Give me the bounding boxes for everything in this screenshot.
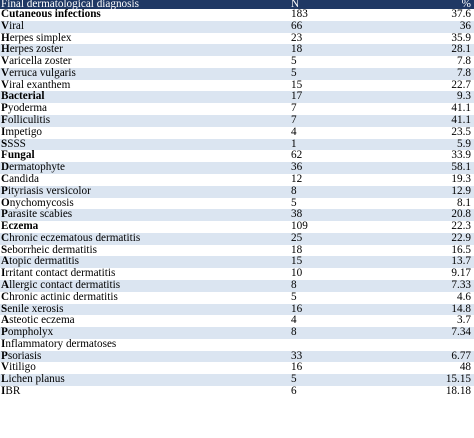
count-cell: 62 (291, 150, 303, 162)
percent-cell: 4.6 (457, 291, 471, 303)
table-row (0, 127, 474, 139)
diagnosis-cell: Verruca vulgaris (1, 67, 76, 79)
count-cell: 18 (291, 244, 303, 256)
count-cell: 15 (291, 79, 303, 91)
count-cell: 38 (291, 209, 303, 221)
table-row (0, 115, 474, 127)
percent-cell: 18.18 (445, 386, 471, 397)
diagnosis-cell: Irritant contact dermatitis (1, 268, 116, 280)
diagnosis-cell: Folliculitis (1, 115, 51, 127)
count-cell: 66 (291, 20, 303, 32)
diagnosis-cell: Inflammatory dermatoses (1, 338, 117, 350)
diagnosis-cell: Eczema (1, 221, 39, 233)
percent-cell: 22.7 (451, 79, 471, 91)
table-row (0, 198, 474, 210)
table-row (0, 44, 474, 56)
percent-cell: 58.1 (451, 162, 471, 174)
table-row (0, 351, 474, 363)
count-cell: 7 (291, 103, 297, 115)
table-row (0, 186, 474, 198)
percent-cell: 23.5 (451, 126, 471, 138)
count-cell: 5 (291, 197, 297, 209)
table-row (0, 139, 474, 151)
percent-cell: 7.33 (451, 279, 471, 291)
diagnosis-cell: Onychomycosis (1, 197, 74, 209)
diagnosis-cell: Seborrheic dermatitis (1, 244, 98, 256)
diagnosis-cell: Pompholyx (1, 327, 54, 339)
diagnosis-cell: Parasite scabies (1, 209, 73, 221)
header-n: N (291, 0, 300, 9)
percent-cell: 37.6 (451, 9, 471, 20)
diagnosis-cell: Dermatophyte (1, 162, 66, 174)
table-row (0, 374, 474, 386)
diagnosis-cell: SSSS (1, 138, 26, 150)
percent-cell: 9.3 (457, 91, 471, 103)
count-cell: 25 (291, 232, 303, 244)
percent-cell: 33.9 (451, 150, 471, 162)
table-row (0, 268, 474, 280)
count-cell: 8 (291, 279, 297, 291)
percent-cell: 12.9 (451, 185, 471, 197)
diagnosis-cell: IBR (1, 386, 21, 397)
header-diagnosis: Final dermatological diagnosis (1, 0, 139, 9)
diagnosis-cell: Cutaneous infections (1, 9, 101, 20)
count-cell: 16 (291, 303, 303, 315)
table-row (0, 221, 474, 233)
percent-cell: 48 (459, 362, 471, 374)
count-cell: 8 (291, 327, 297, 339)
table-row (0, 103, 474, 115)
diagnosis-cell: Candida (1, 173, 39, 185)
table-row (0, 233, 474, 245)
table-row (0, 280, 474, 292)
diagnosis-cell: Atopic dermatitis (1, 256, 79, 268)
percent-cell: 36 (459, 20, 471, 32)
table-row (0, 245, 474, 257)
percent-cell: 9.17 (451, 268, 471, 280)
table-row (0, 68, 474, 80)
diagnosis-cell: Herpes simplex (1, 32, 72, 44)
percent-cell: 35.9 (451, 32, 471, 44)
count-cell: 5 (291, 56, 297, 68)
count-cell: 12 (291, 173, 303, 185)
count-cell: 109 (291, 221, 308, 233)
diagnosis-cell: Vitiligo (1, 362, 36, 374)
count-cell: 33 (291, 350, 303, 362)
percent-cell: 7.8 (457, 56, 471, 68)
diagnosis-cell: Bacterial (1, 91, 45, 103)
table-row (0, 33, 474, 45)
count-cell: 4 (291, 126, 297, 138)
table-row (0, 91, 474, 103)
count-cell: 10 (291, 268, 303, 280)
diagnosis-cell: Pyoderma (1, 103, 47, 115)
table-row (0, 150, 474, 162)
percent-cell: 19.3 (451, 173, 471, 185)
percent-cell (440, 339, 474, 351)
table-row (0, 56, 474, 68)
diagnosis-cell: Chronic eczematous dermatitis (1, 232, 141, 244)
count-cell: 36 (291, 162, 303, 174)
count-cell: 1 (291, 138, 297, 150)
table-row (0, 209, 474, 221)
table-row (0, 80, 474, 92)
count-cell: 15 (291, 256, 303, 268)
table-row (0, 304, 474, 316)
diagnosis-cell: Allergic contact dermatitis (1, 279, 121, 291)
diagnosis-cell: Lichen planus (1, 374, 65, 386)
percent-cell: 41.1 (451, 115, 471, 127)
diagnosis-cell: Psoriasis (1, 350, 42, 362)
percent-cell: 15.15 (445, 374, 471, 386)
percent-cell: 28.1 (451, 44, 471, 56)
table-row (0, 292, 474, 304)
diagnosis-cell: Impetigo (1, 126, 43, 138)
percent-cell: 41.1 (451, 103, 471, 115)
count-cell: 4 (291, 315, 297, 327)
count-cell (290, 339, 440, 351)
table-row (0, 339, 474, 351)
percent-cell: 13.7 (451, 256, 471, 268)
diagnosis-cell: Fungal (1, 150, 35, 162)
percent-cell: 20.8 (451, 209, 471, 221)
percent-cell: 7.8 (457, 67, 471, 79)
diagnosis-cell: Chronic actinic dermatitis (1, 291, 118, 303)
percent-cell: 16.5 (451, 244, 471, 256)
percent-cell: 14.8 (451, 303, 471, 315)
table-row (0, 9, 474, 21)
percent-cell: 7.34 (451, 327, 471, 339)
count-cell: 8 (291, 185, 297, 197)
percent-cell: 22.9 (451, 232, 471, 244)
table-row (0, 162, 474, 174)
header-row (0, 0, 474, 9)
count-cell: 17 (291, 91, 303, 103)
percent-cell: 6.77 (451, 350, 471, 362)
table-row (0, 174, 474, 186)
diagnosis-cell: Varicella zoster (1, 56, 72, 68)
table-row (0, 362, 474, 374)
diagnosis-cell: Herpes zoster (1, 44, 63, 56)
header-percent: % (461, 0, 471, 9)
table-body (0, 9, 474, 398)
diagnosis-cell: Viral exanthem (1, 79, 71, 91)
diagnosis-cell: Viral (1, 20, 25, 32)
diagnosis-cell: Asteotic eczema (1, 315, 75, 327)
count-cell: 6 (291, 386, 297, 397)
percent-cell: 22.3 (451, 221, 471, 233)
count-cell: 7 (291, 115, 297, 127)
count-cell: 5 (291, 374, 297, 386)
table-row (0, 21, 474, 33)
count-cell: 23 (291, 32, 303, 44)
count-cell: 18 (291, 44, 303, 56)
table-row (0, 386, 474, 398)
diagnosis-cell: Pityriasis versicolor (1, 185, 91, 197)
diagnosis-cell: Senile xerosis (1, 303, 64, 315)
table-row (0, 327, 474, 339)
percent-cell: 5.9 (457, 138, 471, 150)
table-row (0, 315, 474, 327)
table-header (0, 0, 474, 9)
percent-cell: 8.1 (457, 197, 471, 209)
percent-cell: 3.7 (457, 315, 471, 327)
count-cell: 16 (291, 362, 303, 374)
count-cell: 5 (291, 67, 297, 79)
table-row (0, 256, 474, 268)
count-cell: 183 (291, 9, 308, 20)
count-cell: 5 (291, 291, 297, 303)
